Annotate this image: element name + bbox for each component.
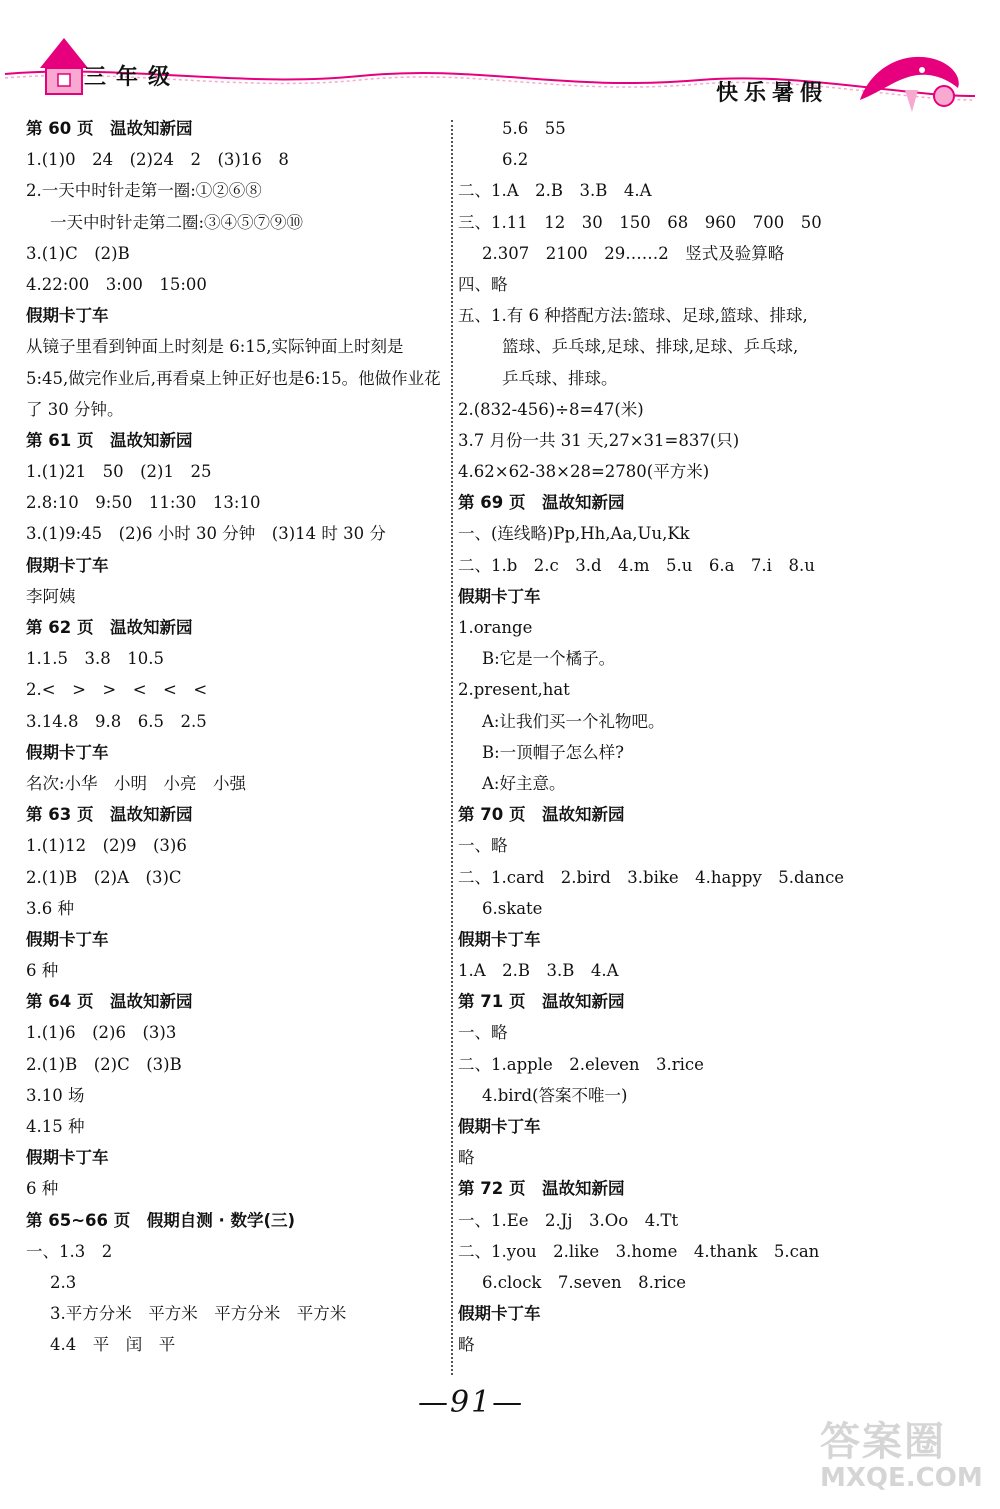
answer-line: 二、1.apple 2.eleven 3.rice [458, 1054, 704, 1074]
series-label: 快乐暑假 [716, 81, 829, 106]
right-answer-column [458, 113, 978, 1361]
answer-line: 二、1.card 2.bird 3.bike 4.happy 5.dance [458, 867, 845, 887]
answer-line: 一、略 [458, 1023, 508, 1043]
answer-line: 3.(1)9:45 (2)6 小时 30 分钟 (3)14 时 30 分 [26, 524, 386, 544]
section-heading: 第 62 页 温故知新园 [26, 618, 193, 638]
answer-line: B:一顶帽子怎么样? [482, 742, 625, 762]
answer-line: 5.6 55 [502, 119, 566, 138]
answer-line: 2.(832-456)÷8=47(米) [458, 399, 644, 419]
answer-line: 2.< > > < < < [26, 680, 208, 700]
answer-line: 2.(1)B (2)C (3)B [26, 1054, 182, 1074]
answer-line: 一、(连线略)Pp,Hh,Aa,Uu,Kk [458, 524, 690, 544]
answer-line: 1.orange [458, 618, 533, 637]
watermark-text: 答案圈 [820, 1419, 946, 1465]
answer-line: 3.(1)C (2)B [26, 243, 130, 263]
answer-line: 1.1.5 3.8 10.5 [26, 649, 164, 669]
section-heading: 假期卡丁车 [26, 929, 109, 949]
answer-line: 6.skate [482, 898, 543, 918]
answer-line: 乒乓球、排球。 [502, 368, 618, 388]
answer-line: 4.22:00 3:00 15:00 [26, 274, 207, 294]
answer-line: 一、1.Ee 2.Jj 3.Oo 4.Tt [458, 1210, 679, 1230]
header-decoration [0, 0, 1000, 118]
section-heading: 假期卡丁车 [26, 555, 109, 575]
column-divider [451, 120, 453, 1375]
answer-line: 三、1.11 12 30 150 68 960 700 50 [458, 212, 822, 232]
answer-line: 李阿姨 [26, 586, 76, 606]
section-heading: 假期卡丁车 [26, 742, 109, 762]
answer-line: 2.一天中时针走第一圈:①②⑥⑧ [26, 181, 262, 201]
section-heading: 第 63 页 温故知新园 [26, 805, 193, 825]
answer-line: 二、1.b 2.c 3.d 4.m 5.u 6.a 7.i 8.u [458, 555, 815, 575]
grade-label: 三年级 [84, 65, 181, 90]
watermark-url: MXQE.COM [820, 1463, 983, 1493]
dolphin-icon [860, 57, 959, 112]
answer-line: 2.present,hat [458, 680, 570, 700]
answer-line: 1.(1)21 50 (2)1 25 [26, 462, 212, 482]
answer-line: 1.(1)6 (2)6 (3)3 [26, 1023, 177, 1043]
answer-line: 6 种 [26, 1179, 59, 1199]
answer-line: 2.307 2100 29……2 竖式及验算略 [482, 243, 785, 263]
answer-line: 2.(1)B (2)A (3)C [26, 867, 182, 887]
answer-line: 6 种 [26, 961, 59, 981]
answer-line: 3.10 场 [26, 1085, 85, 1105]
section-heading: 第 65~66 页 假期自测 · 数学(三) [26, 1210, 296, 1230]
page-header [0, 0, 1000, 118]
answer-line: 二、1.A 2.B 3.B 4.A [458, 181, 652, 201]
section-heading: 假期卡丁车 [458, 1304, 541, 1324]
answer-line: 略 [458, 1335, 475, 1355]
section-heading: 假期卡丁车 [458, 929, 541, 949]
answer-line: 一、1.3 2 [26, 1241, 113, 1261]
answer-line: 五、1.有 6 种搭配方法:篮球、足球,篮球、排球, [458, 306, 808, 326]
answer-line: 名次:小华 小明 小亮 小强 [26, 773, 247, 793]
answer-line: 一天中时针走第二圈:③④⑤⑦⑨⑩ [50, 212, 304, 232]
answer-line: A:好主意。 [482, 773, 566, 793]
answer-line: 4.15 种 [26, 1117, 85, 1137]
answer-line: 3.6 种 [26, 898, 74, 918]
answer-line: 1.A 2.B 3.B 4.A [458, 961, 619, 981]
section-heading: 第 61 页 温故知新园 [26, 430, 193, 450]
answer-line: 一、略 [458, 836, 508, 856]
answer-line: 3.7 月份一共 31 天,27×31=837(只) [458, 430, 740, 450]
section-heading: 第 64 页 温故知新园 [26, 992, 193, 1012]
page-number: —91— [418, 1385, 525, 1420]
section-heading: 第 60 页 温故知新园 [26, 119, 193, 138]
section-heading: 第 69 页 温故知新园 [458, 493, 625, 513]
section-heading: 第 72 页 温故知新园 [458, 1179, 625, 1199]
answer-line: 3.平方分米 平方米 平方分米 平方米 [50, 1304, 347, 1324]
answer-line: 四、略 [458, 274, 508, 294]
section-heading: 第 70 页 温故知新园 [458, 805, 625, 825]
answer-line: 篮球、乒乓球,足球、排球,足球、乒乓球, [502, 337, 799, 357]
left-answer-column [26, 113, 446, 1361]
answer-line: 4.4 平 闰 平 [50, 1335, 176, 1355]
answer-line: 4.bird(答案不唯一) [482, 1085, 628, 1105]
answer-line: 6.clock 7.seven 8.rice [482, 1272, 687, 1292]
answer-line: 二、1.you 2.like 3.home 4.thank 5.can [458, 1241, 820, 1261]
answer-line: 2.8:10 9:50 11:30 13:10 [26, 493, 261, 513]
section-heading: 假期卡丁车 [26, 1148, 109, 1168]
answer-line: B:它是一个橘子。 [482, 649, 616, 669]
answer-line: 2.3 [50, 1272, 77, 1292]
section-heading: 假期卡丁车 [458, 1117, 541, 1136]
section-heading: 假期卡丁车 [26, 306, 109, 326]
answer-line: 1.(1)0 24 (2)24 2 (3)16 8 [26, 150, 289, 170]
answer-line: 1.(1)12 (2)9 (3)6 [26, 836, 187, 856]
watermark [820, 1410, 995, 1505]
answer-line: 3.14.8 9.8 6.5 2.5 [26, 711, 207, 731]
answer-line: 6.2 [502, 150, 529, 170]
answer-line: A:让我们买一个礼物吧。 [482, 711, 665, 731]
answer-line: 4.62×62-38×28=2780(平方米) [458, 462, 710, 482]
answer-line: 略 [458, 1148, 475, 1168]
section-heading: 第 71 页 温故知新园 [458, 992, 625, 1012]
section-heading: 假期卡丁车 [458, 586, 541, 606]
answer-line: 从镜子里看到钟面上时刻是 6:15,实际钟面上时刻是 5:45,做完作业后,再看桌上钟正好也是6:15。他做作业花了 30 分钟。 [26, 337, 441, 419]
house-icon [40, 38, 88, 94]
